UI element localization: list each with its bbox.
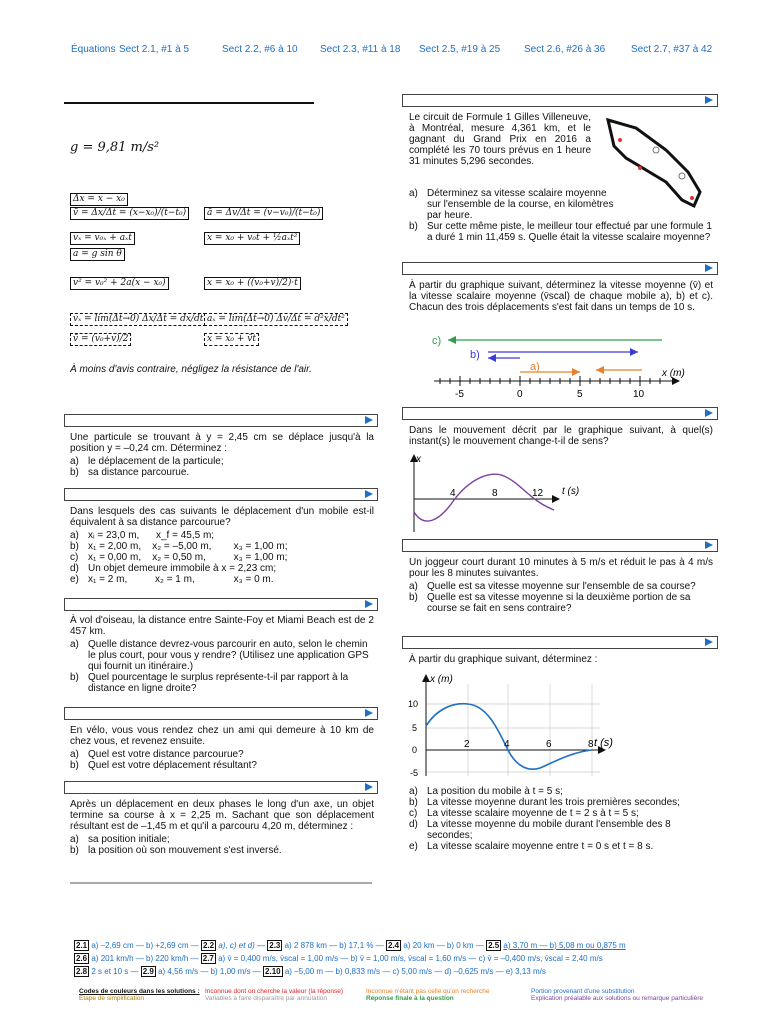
nav-link-sect-2-1[interactable]: Sect 2.1, #1 à 5: [119, 44, 190, 55]
play-arrow-icon[interactable]: [705, 638, 713, 646]
question-2-1: [70, 432, 374, 478]
play-arrow-icon[interactable]: [705, 96, 713, 104]
play-arrow-icon[interactable]: [365, 416, 373, 424]
answer-key-badge[interactable]: 2.9: [142, 967, 154, 976]
answer-key-badge[interactable]: 2.8: [76, 967, 88, 976]
section-end-bar: [70, 882, 372, 884]
list-item: a) Quel est votre distance parcourue?: [70, 749, 244, 760]
tick-label: 4: [504, 739, 510, 750]
gravity-constant: g = 9,81 m/s²: [70, 140, 160, 155]
nav-link-sect-2-6[interactable]: Sect 2.6, #26 à 36: [524, 44, 606, 55]
equation-incline: a = g sin θ: [70, 248, 125, 261]
label-a: a): [530, 361, 540, 373]
label-c: c): [432, 335, 442, 347]
play-arrow-icon[interactable]: [365, 783, 373, 791]
equation-instant-velocity: vₓ = lim(Δt→0) Δx/Δt = dx/dt: [70, 313, 206, 326]
answer-key-badge[interactable]: 2.4: [388, 941, 400, 950]
equation-position-mean: x = x₀ + v̄t: [204, 333, 259, 346]
position-time-graph-1: [404, 452, 584, 536]
play-arrow-icon[interactable]: [705, 264, 713, 272]
list-item: b) Quel est votre déplacement résultant?: [70, 760, 257, 771]
label-b: b): [470, 349, 480, 361]
question-bar-2-1[interactable]: [64, 414, 378, 427]
question-text: À vol d'oiseau, la distance entre Sainte-Foy et Miami Beach est de 2 457 km.: [70, 615, 374, 637]
list-item: e) x₁ = 2 m, x₂ = 1 m, x₃ = 0 m.: [70, 574, 274, 585]
question-text: Dans lesquels des cas suivants le déplacement d'un mobile est-il équivalent à sa distance parcourue?: [70, 506, 374, 528]
tick-label: 8: [492, 488, 498, 499]
answer-key-badge[interactable]: 2.5: [488, 941, 500, 950]
tick-label: 5: [577, 389, 583, 400]
list-item: c) La vitesse scalaire moyenne de t = 2 s à t = 5 s;: [409, 808, 639, 819]
legend-col-2: Inconnue dont on cherche la valeur (la réponse) Variables à faire disparaître par annulation: [205, 988, 344, 1002]
displacement-number-line: [430, 330, 686, 400]
question-2-10-text: [409, 654, 713, 665]
equation-position-average: x = x₀ + ((v₀+v)/2)·t: [204, 277, 301, 290]
nav-link-sect-2-2[interactable]: Sect 2.2, #6 à 10: [222, 44, 298, 55]
list-item: a) Déterminez sa vitesse scalaire moyenne sur l'ensemble de la course, en kilomètres par heure.: [409, 188, 614, 221]
answer-key: [74, 939, 714, 978]
tick-label: -5: [410, 768, 419, 778]
equation-instant-acceleration: aₓ = lim(Δt→0) Δv/Δt = d²x/dt²: [204, 313, 348, 326]
question-text: À partir du graphique suivant, déterminez :: [409, 654, 598, 665]
equation-velocity-squared: v² = v₀² + 2a(x − x₀): [70, 277, 169, 290]
list-item: b) sa distance parcourue.: [70, 467, 190, 478]
question-text: En vélo, vous vous rendez chez un ami qui demeure à 10 km de chez vous, et revenez ensuite.: [70, 725, 374, 747]
question-2-6-items: [409, 186, 715, 243]
play-arrow-icon[interactable]: [365, 490, 373, 498]
air-resistance-note: À moins d'avis contraire, négligez la résistance de l'air.: [70, 364, 312, 375]
section-nav: [0, 44, 768, 64]
list-item: a) La position du mobile à t = 5 s;: [409, 786, 563, 797]
equation-velocity: vₓ = v₀ₓ + aₓt: [70, 232, 135, 245]
list-item: a) xᵢ = 23,0 m, x_f = 45,5 m;: [70, 530, 215, 541]
list-item: b) x₁ = 2,00 m, x₂ = –5,00 m, x₃ = 1,00 m;: [70, 541, 288, 552]
y-axis-label: x: [416, 454, 421, 465]
tick-label: 12: [532, 488, 544, 499]
question-text: Après un déplacement en deux phases le long d'un axe, un objet termine sa course à x = 2,25 m. Sachant que son déplacement résultant est de –1,45 m et qu'il a parcouru 4,20 m, déterminez :: [70, 799, 374, 832]
x-axis-label: t (s): [562, 486, 580, 497]
list-item: a) le déplacement de la particule;: [70, 456, 224, 467]
nav-link-sect-2-5[interactable]: Sect 2.5, #19 à 25: [419, 44, 501, 55]
answer-key-badge[interactable]: 2.10: [265, 967, 281, 976]
play-arrow-icon[interactable]: [365, 600, 373, 608]
question-bar-2-7[interactable]: [402, 262, 718, 275]
list-item: b) Quel pourcentage le surplus représente-t-il par rapport à la distance en ligne droite?: [70, 672, 349, 694]
tick-label: 5: [412, 723, 418, 733]
list-item: b) Sur cette même piste, le meilleur tour effectué par une formule 1 a duré 1 min 11,459 s. Quelle était la vitesse scalaire moyenne?: [409, 221, 712, 243]
question-2-9: [409, 557, 713, 614]
list-item: e) La vitesse scalaire moyenne entre t = 0 s et t = 8 s.: [409, 841, 654, 852]
answer-key-badge[interactable]: 2.1: [76, 941, 88, 950]
question-2-2: [70, 506, 374, 585]
tick-label: 0: [517, 389, 523, 400]
equation-average-velocity: v̄ = Δx/Δt = (x−x₀)/(t−t₀): [70, 207, 189, 220]
question-2-6-text: [409, 112, 591, 167]
question-bar-2-4[interactable]: [64, 707, 378, 720]
question-text: Le circuit de Formule 1 Gilles Villeneuve, à Montréal, mesure 4,361 km, et le gagnant du Grand Prix en 2016 a complété les 70 tours prévus en 1 heure 31 minutes 5,296 secondes.: [409, 112, 591, 167]
question-bar-2-10[interactable]: [402, 636, 718, 649]
legend-col-3: Inconnue n'étant pas celle qu'on recherche Réponse finale à la question: [366, 988, 490, 1002]
nav-link-sect-2-7[interactable]: Sect 2.7, #37 à 42: [631, 44, 713, 55]
question-text: Une particule se trouvant à y = 2,45 cm se déplace jusqu'à la position y = –0,24 cm. Déterminez :: [70, 432, 374, 454]
question-bar-2-5[interactable]: [64, 781, 378, 794]
question-bar-2-9[interactable]: [402, 539, 718, 552]
question-2-7: [409, 280, 713, 313]
answer-line: 2.6 a) 201 km/h — b) 220 km/h — 2.7 a) v̄ = 0,400 m/s, v̄scal = 1,00 m/s — b) v̄ = 1,00 m/s, v̄scal = 1,60 m/s — c) v̄ = –0,400 m/s, v̄scal = 2,40 m/s: [76, 954, 603, 963]
list-item: b) la position où son mouvement s'est inversé.: [70, 845, 282, 856]
axis-label: x (m): [662, 368, 685, 379]
answer-key-badge[interactable]: 2.7: [202, 954, 214, 963]
question-bar-2-8[interactable]: [402, 407, 718, 420]
list-item: b) La vitesse moyenne durant les trois premières secondes;: [409, 797, 680, 808]
list-item: a) Quelle distance devrez-vous parcourir en auto, selon le chemin le plus court, pour vous y rendre? (Utilisez une application GPS qui fournit un itinéraire.): [70, 639, 369, 672]
position-time-graph-2: [404, 670, 644, 782]
question-2-5: [70, 799, 374, 856]
x-axis-label: t (s): [594, 737, 613, 749]
tick-label: 6: [546, 739, 552, 750]
question-2-8: [409, 425, 713, 447]
answer-line: 2.8 2 s et 10 s — 2.9 a) 4,56 m/s — b) 1,00 m/s — 2.10 a) –5,00 m — b) 0,833 m/s — c) 5,00 m/s — d) –0,625 m/s — e) 3,13 m/s: [76, 967, 546, 976]
list-item: b) Quelle est sa vitesse moyenne si la deuxième portion de sa course se fait en sens contraire?: [409, 592, 691, 614]
question-2-10-items: [409, 784, 713, 852]
equation-average-acceleration: ā = Δv/Δt = (v−v₀)/(t−t₀): [204, 207, 323, 220]
answer-key-badge[interactable]: 2.2: [202, 941, 215, 950]
equation-mean-velocity: v̄ = (v₀+v)/2: [70, 333, 131, 346]
legend-col-4: Portion provenant d'une substitution Explication préalable aux solutions ou remarque particulière: [531, 988, 703, 1002]
list-item: c) x₁ = 0,00 m, x₂ = 0,50 m, x₃ = 1,00 m;: [70, 552, 288, 563]
legend-col-1: Codes de couleurs dans les solutions : Étape de simplification: [79, 988, 200, 1002]
answer-line: 2.1 a) –2,69 cm — b) +2,69 cm — 2.2 a), c) et d) — 2.3 a) 2 878 km — b) 17,1 % — 2.4 a) 20 km — b) 0 km — 2.5 a) 3,70 m — b) 5,08 m ou 0,875 m: [76, 941, 626, 950]
question-2-3: [70, 615, 374, 694]
play-arrow-icon[interactable]: [365, 709, 373, 717]
title-rule: [64, 102, 314, 104]
tick-label: 4: [450, 488, 456, 499]
equation-displacement: Δx = x − x₀: [70, 193, 128, 206]
tick-label: 0: [412, 745, 418, 755]
question-2-4: [70, 725, 374, 771]
question-text: Dans le mouvement décrit par le graphique suivant, à quel(s) instant(s) le mouvement change-t-il de sens?: [409, 425, 713, 447]
list-item: d) Un objet demeure immobile à x = 2,23 cm;: [70, 563, 277, 574]
answer-key-badge[interactable]: 2.3: [269, 941, 281, 950]
tick-label: 8: [588, 739, 594, 750]
y-axis-label: x (m): [430, 674, 453, 685]
tick-label: 10: [408, 699, 419, 709]
list-item: d) La vitesse moyenne du mobile durant l'ensemble des 8 secondes;: [409, 819, 671, 841]
play-arrow-icon[interactable]: [705, 409, 713, 417]
question-text: À partir du graphique suivant, déterminez la vitesse moyenne (v̄) et la vitesse scalaire moyenne (v̄scal) de chaque mobile a), b) et c). Chacun des trois déplacements s'est fait dans un temps de 10 s.: [409, 280, 713, 313]
list-item: a) Quelle est sa vitesse moyenne sur l'ensemble de sa course?: [409, 581, 696, 592]
equation-position: x = x₀ + v₀t + ½aₓt²: [204, 232, 300, 245]
question-bar-2-3[interactable]: [64, 598, 378, 611]
question-text: Un joggeur court durant 10 minutes à 5 m/s et réduit le pas à 4 m/s pour les 8 minutes suivantes.: [409, 557, 713, 579]
list-item: a) sa position initiale;: [70, 834, 170, 845]
tick-label: -5: [455, 389, 464, 400]
question-bar-2-6[interactable]: [402, 94, 718, 107]
question-bar-2-2[interactable]: [64, 488, 378, 501]
play-arrow-icon[interactable]: [705, 541, 713, 549]
nav-link-sect-2-3[interactable]: Sect 2.3, #11 à 18: [320, 44, 401, 55]
tick-label: 2: [464, 739, 470, 750]
tick-label: 10: [633, 389, 645, 400]
answer-key-badge[interactable]: 2.6: [76, 954, 88, 963]
nav-link-equations[interactable]: Équations: [71, 44, 116, 55]
